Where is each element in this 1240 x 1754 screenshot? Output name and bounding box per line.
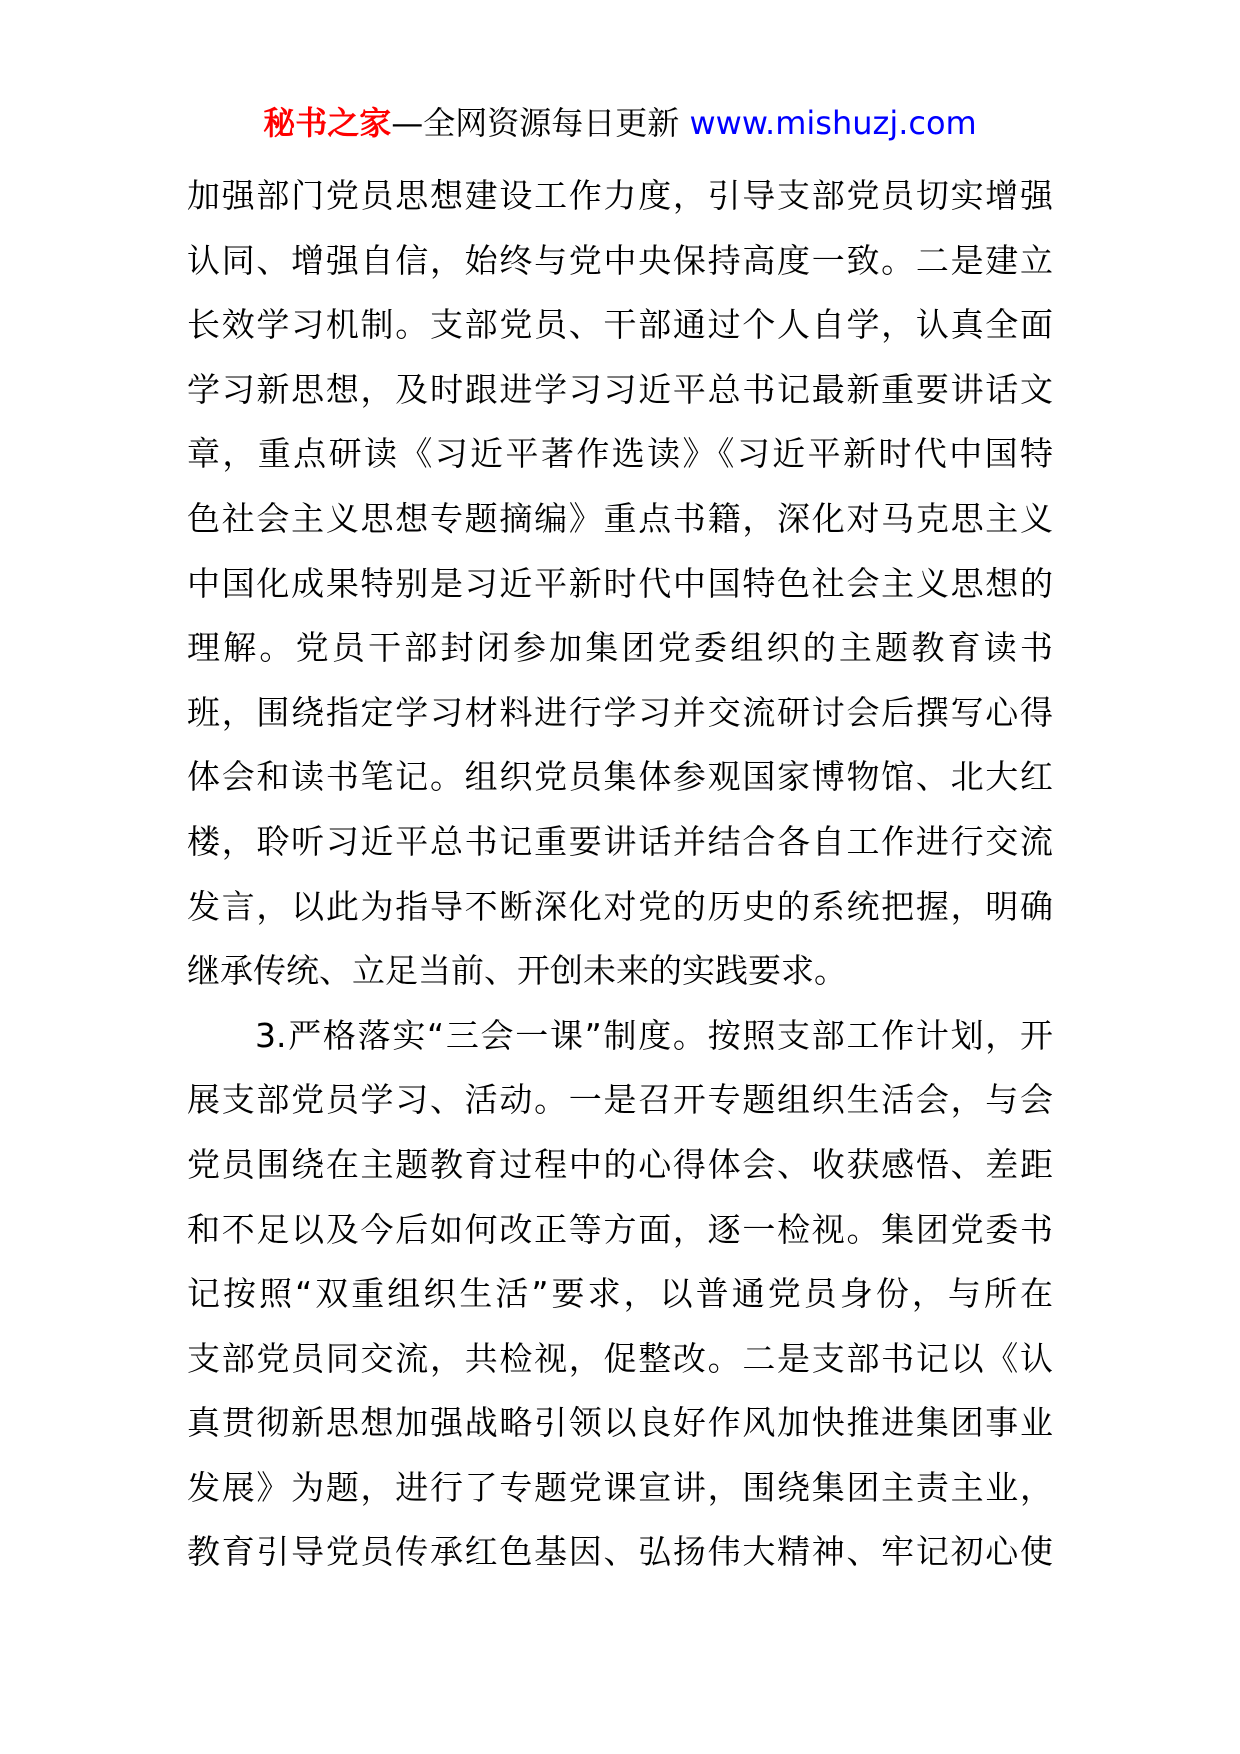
header-tagline: —全网资源每日更新 (391, 104, 690, 142)
body-line: 体会和读书笔记。组织党员集体参观国家博物馆、北大红 (187, 757, 1053, 797)
document-body (187, 164, 1053, 1585)
body-line: 章，重点研读《习近平著作选读》《习近平新时代中国特 (187, 434, 1053, 474)
body-line: 展支部党员学习、活动。一是召开专题组织生活会，与会 (187, 1080, 1053, 1120)
body-line: 认同、增强自信，始终与党中央保持高度一致。二是建立 (187, 240, 1053, 280)
body-line: 记按照“双重组织生活”要求，以普通党员身份，与所在 (187, 1274, 1053, 1314)
body-line: 3.严格落实“三会一课”制度。按照支部工作计划，开 (255, 1015, 1053, 1055)
body-line: 教育引导党员传承红色基因、弘扬伟大精神、牢记初心使 (187, 1532, 1053, 1572)
body-line: 发展》为题，进行了专题党课宣讲，围绕集团主责主业， (187, 1467, 1053, 1507)
body-line: 中国化成果特别是习近平新时代中国特色社会主义思想的 (187, 563, 1053, 603)
body-line: 长效学习机制。支部党员、干部通过个人自学，认真全面 (187, 305, 1053, 345)
header-brand: 秘书之家 (263, 104, 392, 142)
body-line: 发言，以此为指导不断深化对党的历史的系统把握，明确 (187, 886, 1053, 926)
body-line: 学习新思想，及时跟进学习习近平总书记最新重要讲话文 (187, 369, 1053, 409)
body-line: 色社会主义思想专题摘编》重点书籍，深化对马克思主义 (187, 498, 1053, 538)
body-line: 和不足以及今后如何改正等方面，逐一检视。集团党委书 (187, 1209, 1053, 1249)
body-line: 加强部门党员思想建设工作力度，引导支部党员切实增强 (187, 176, 1053, 215)
header-site-url[interactable]: www.mishuzj.com (689, 104, 977, 142)
body-line: 继承传统、立足当前、开创未来的实践要求。 (187, 951, 847, 991)
body-line: 党员围绕在主题教育过程中的心得体会、收获感悟、差距 (187, 1144, 1053, 1184)
body-line: 理解。党员干部封闭参加集团党委组织的主题教育读书 (187, 628, 1053, 668)
body-line: 班，围绕指定学习材料进行学习并交流研讨会后撰写心得 (187, 692, 1053, 732)
body-line: 支部党员同交流，共检视，促整改。二是支部书记以《认 (187, 1338, 1053, 1378)
body-line: 楼，聆听习近平总书记重要讲话并结合各自工作进行交流 (187, 821, 1053, 861)
page-header (0, 100, 1240, 146)
body-line: 真贯彻新思想加强战略引领以良好作风加快推进集团事业 (187, 1403, 1053, 1443)
